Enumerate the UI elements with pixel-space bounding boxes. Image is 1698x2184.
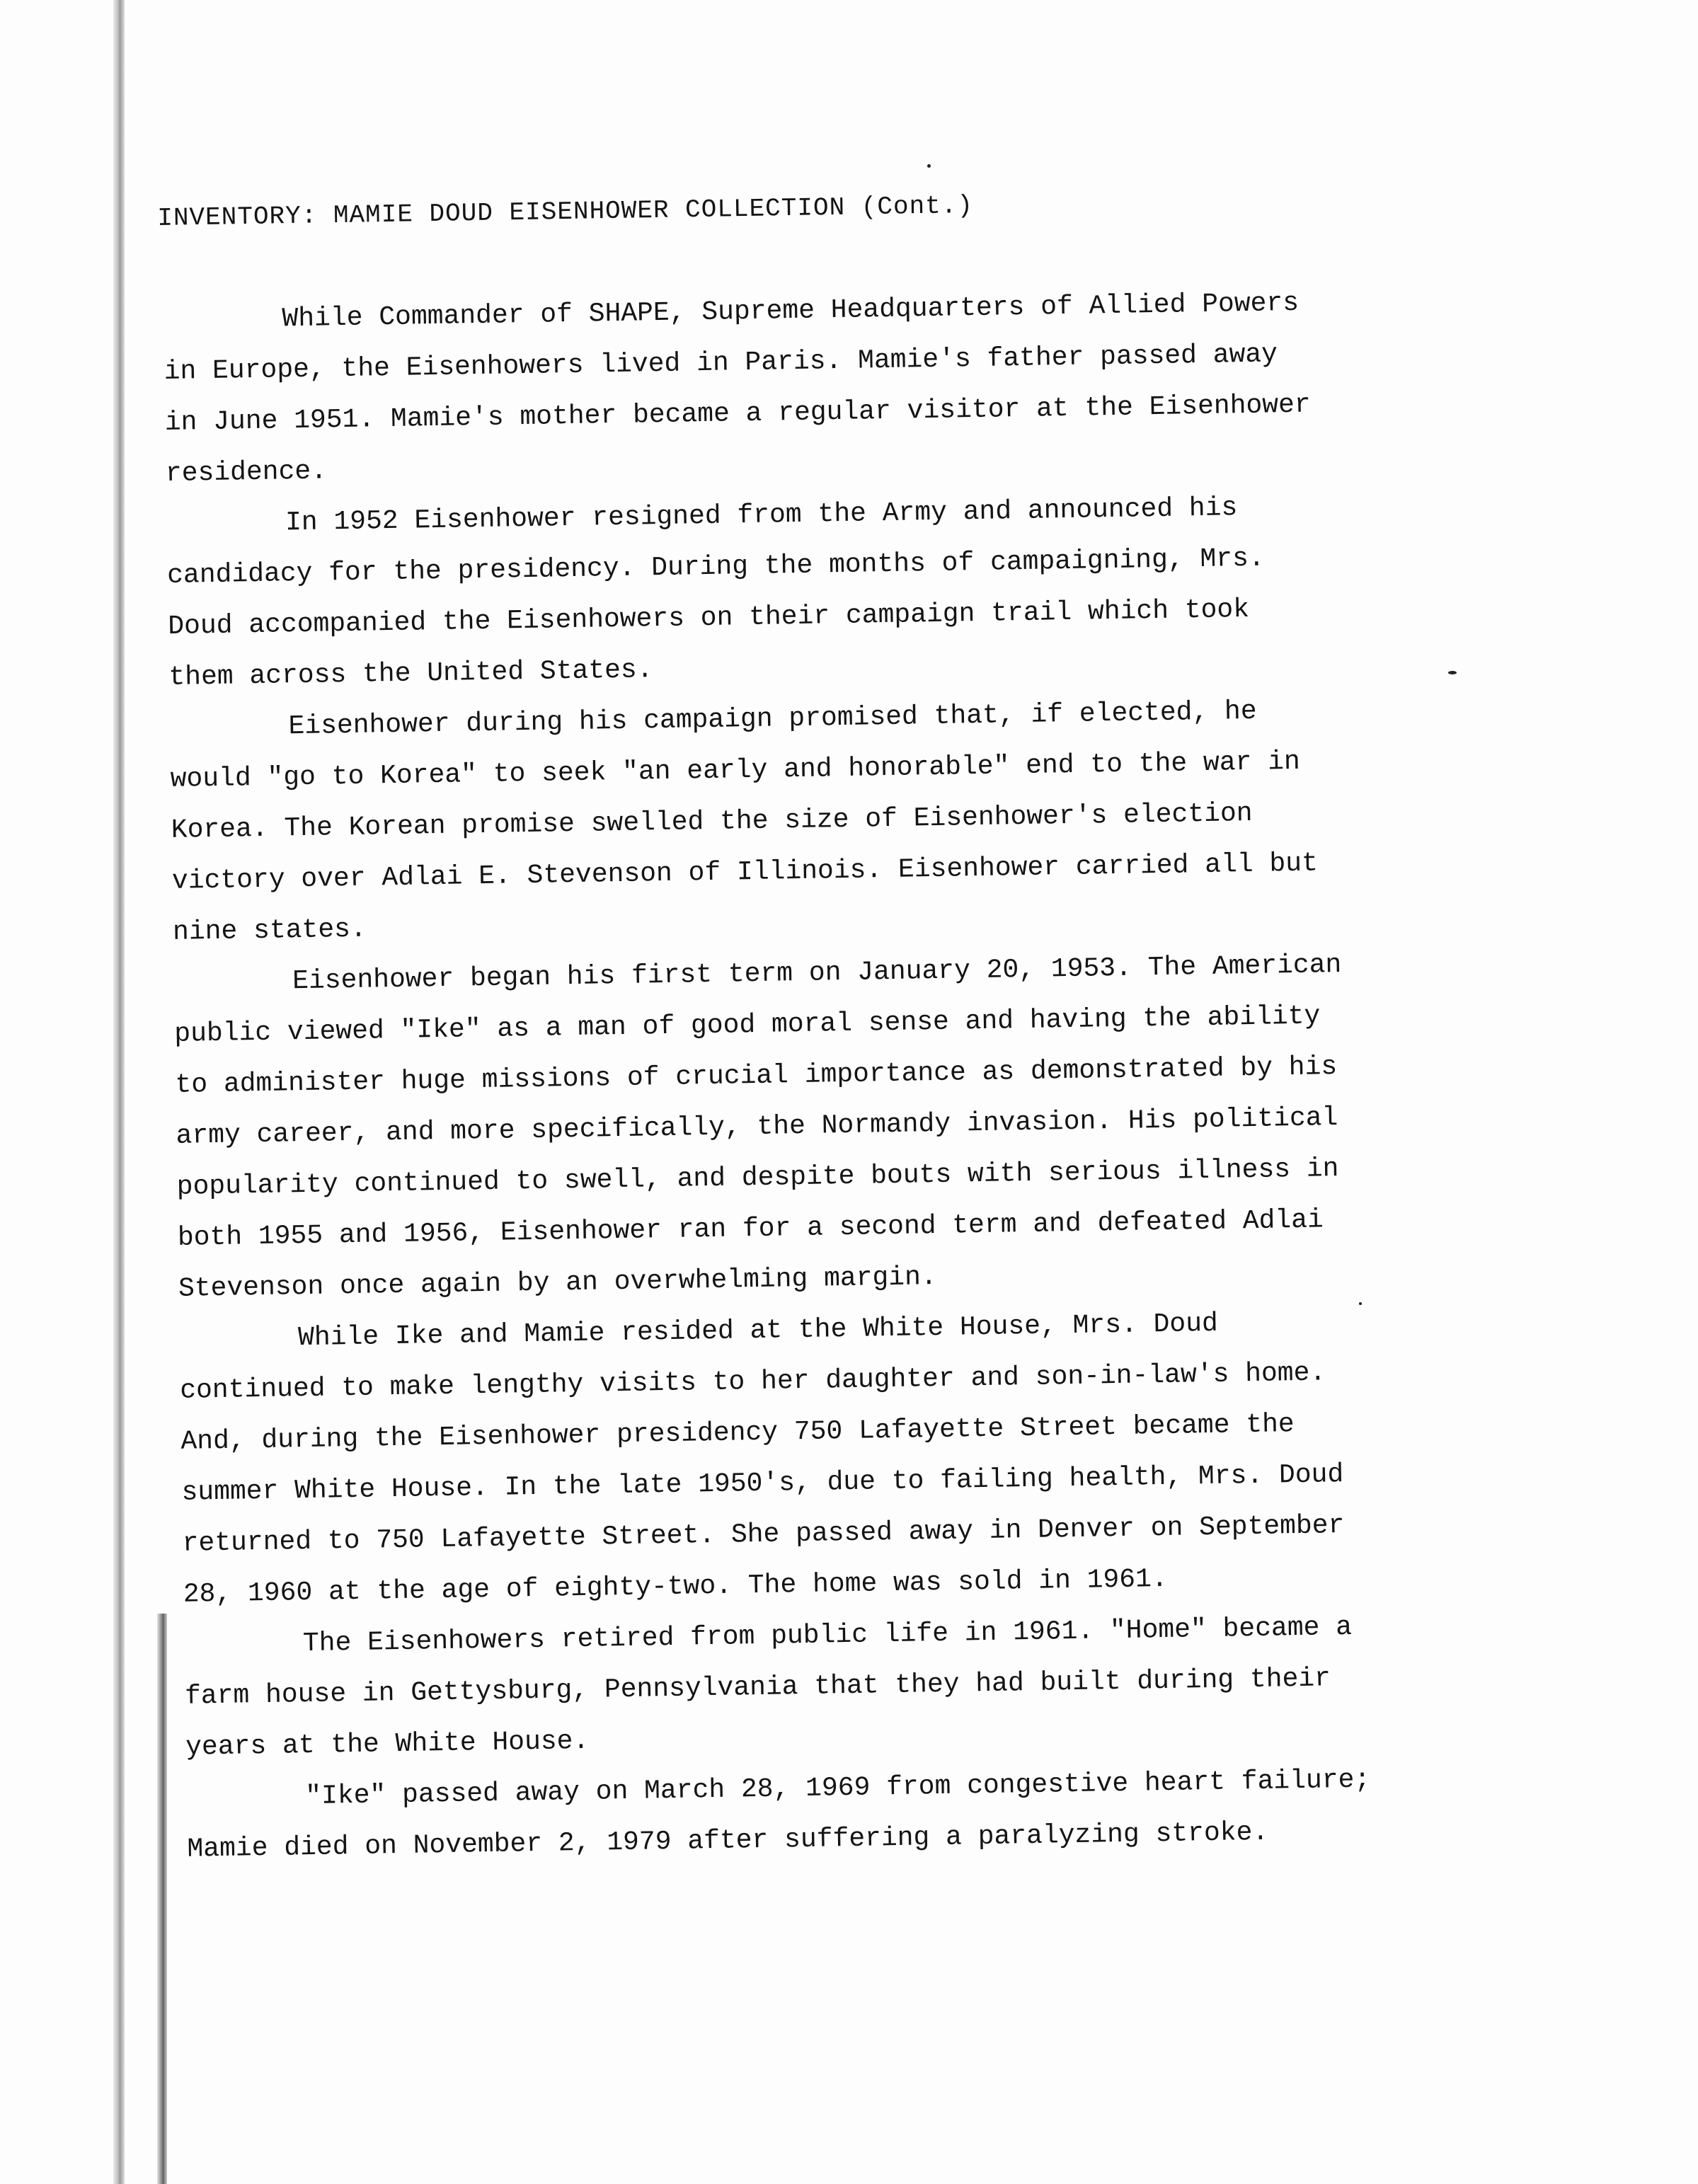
text-line: residence.	[165, 456, 328, 489]
text-line: Eisenhower during his campaign promised that, if elected, he	[288, 696, 1257, 742]
text-line: nine states.	[172, 914, 367, 948]
paragraph	[179, 1295, 1458, 1621]
text-line: Doud accompanied the Eisenhowers on their campaign trail which took	[168, 594, 1250, 642]
text-line: army career, and more specifically, the Normandy invasion. His political	[176, 1103, 1338, 1151]
text-line: While Commander of SHAPE, Supreme Headquarters of Allied Powers	[282, 287, 1300, 335]
paragraph	[173, 938, 1453, 1315]
text-line: And, during the Eisenhower presidency 750 Lafayette Street became the	[180, 1409, 1295, 1457]
body-text	[163, 276, 1462, 1875]
text-line: summer White House. In the late 1950's, due to failing health, Mrs. Doud	[181, 1459, 1344, 1508]
text-line: both 1955 and 1956, Eisenhower ran for a second term and defeated Adlai	[177, 1205, 1324, 1253]
text-line: "Ike" passed away on March 28, 1969 from congestive heart failure;	[304, 1764, 1371, 1812]
text-line: to administer huge missions of crucial importance as demonstrated by his	[175, 1052, 1338, 1100]
text-line: Stevenson once again by an overwhelming margin.	[178, 1261, 938, 1304]
text-line: would "go to Korea" to seek "an early and honorable" end to the war in	[170, 746, 1301, 795]
text-line: popularity continued to swell, and despite bouts with serious illness in	[176, 1154, 1339, 1202]
text-line: Mamie died on November 2, 1979 after suffering a paralyzing stroke.	[187, 1817, 1269, 1865]
scan-speck	[1448, 671, 1457, 674]
text-line: victory over Adlai E. Stevenson of Illinois. Eisenhower carried all but	[171, 848, 1319, 897]
text-line: in Europe, the Eisenhowers lived in Paris. Mamie's father passed away	[164, 339, 1278, 387]
text-line: them across the United States.	[168, 655, 653, 693]
text-line: returned to 750 Lafayette Street. She passed away in Denver on September	[182, 1510, 1345, 1559]
paragraph	[163, 276, 1440, 500]
text-line: public viewed "Ike" as a man of good moral sense and having the ability	[174, 1001, 1321, 1050]
text-line: In 1952 Eisenhower resigned from the Army and announced his	[285, 493, 1238, 539]
text-line: in June 1951. Mamie's mother became a regular visitor at the Eisenhower	[164, 389, 1312, 438]
text-line: The Eisenhowers retired from public life in 1961. "Home" became a	[302, 1611, 1353, 1660]
text-line: farm house in Gettysburg, Pennsylvania that they had built during their	[184, 1663, 1331, 1712]
paragraph	[169, 684, 1447, 958]
text-line: years at the White House.	[185, 1725, 590, 1763]
scan-speck	[927, 164, 931, 168]
text-line: candidacy for the presidency. During the months of campaigning, Mrs.	[166, 543, 1266, 591]
paragraph	[183, 1600, 1459, 1773]
binding-edge-shadow-lower	[157, 1614, 167, 2184]
text-line: While Ike and Mamie resided at the White House, Mrs. Doud	[297, 1308, 1219, 1354]
text-line: continued to make lengthy visits to her daughter and son-in-law's home.	[179, 1357, 1326, 1406]
page-heading: INVENTORY: MAMIE DOUD EISENHOWER COLLECTION (Cont.)	[157, 190, 974, 233]
paragraph	[166, 480, 1443, 703]
binding-edge-shadow	[113, 0, 125, 2184]
text-line: Korea. The Korean promise swelled the size of Eisenhower's election	[171, 798, 1253, 846]
text-line: 28, 1960 at the age of eighty-two. The home was sold in 1961.	[183, 1563, 1169, 1610]
paragraph	[186, 1753, 1462, 1875]
text-line: Eisenhower began his first term on January 20, 1953. The American	[292, 949, 1342, 997]
